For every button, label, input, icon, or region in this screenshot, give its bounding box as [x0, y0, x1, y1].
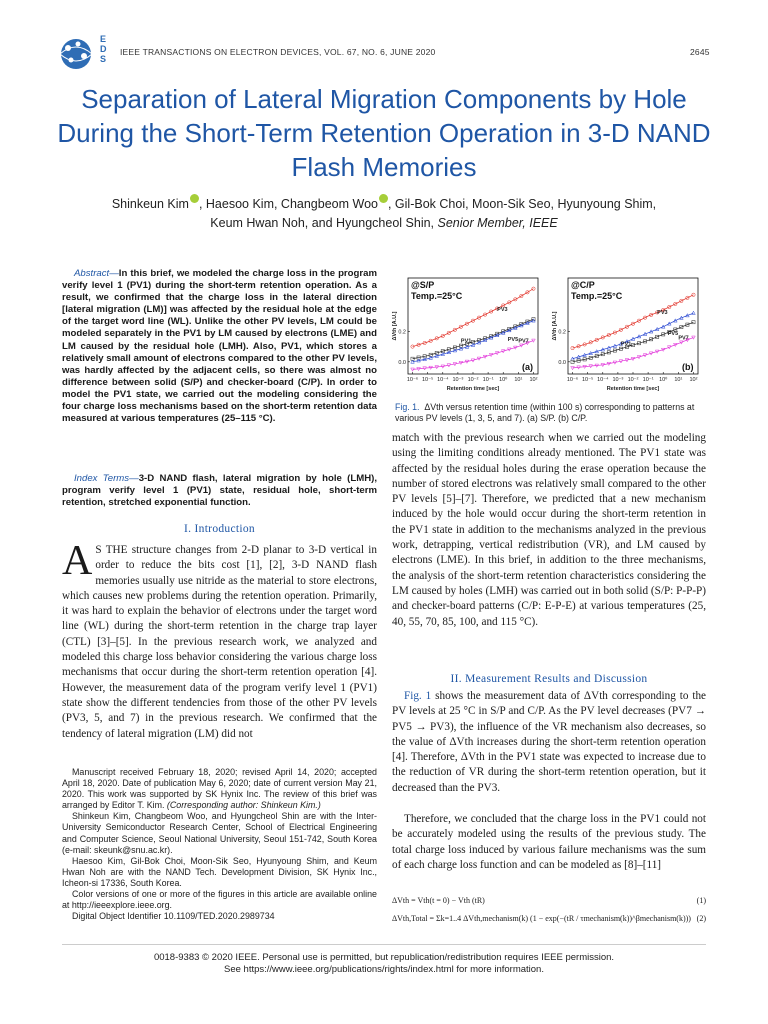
- orcid-icon[interactable]: [190, 194, 199, 203]
- y-axis-label: ΔVth [A.U.]: [552, 311, 558, 341]
- x-tick-label: 10⁻⁴: [437, 377, 449, 383]
- x-axis-label: Retention time [sec]: [446, 386, 500, 392]
- orcid-icon[interactable]: [379, 194, 388, 203]
- x-tick-label: 10⁻⁵: [421, 377, 434, 383]
- panel-title: @S/P: [411, 280, 435, 290]
- y-tick-label: 0.0: [558, 359, 566, 366]
- panel-title: @C/P: [571, 280, 595, 290]
- x-tick-label: 10⁻⁶: [406, 377, 419, 383]
- x-tick-label: 10²: [689, 377, 698, 383]
- section-2-para-2: Therefore, we concluded that the charge loss in the PV1 could not be accurately modeled using the results of the previous study. The total charge loss induced by various failure mechanisms was the sum of each charge loss function and can be modeled as [8]–[11]: [392, 813, 706, 871]
- x-tick-label: 10⁻⁵: [581, 377, 594, 383]
- series-label-pv5: PV5: [507, 336, 519, 343]
- figure-1: [390, 270, 708, 400]
- x-tick-label: 10⁻³: [452, 377, 464, 383]
- series-label-pv1: PV1: [460, 338, 472, 345]
- x-tick-label: 10⁰: [499, 377, 508, 383]
- panel-temperature: Temp.=25°C: [411, 291, 463, 301]
- x-tick-label: 10⁻⁶: [566, 377, 579, 383]
- figure-1-charts: [390, 270, 708, 400]
- panel-tag: (b): [682, 362, 694, 372]
- series-label-pv3: PV3: [497, 307, 508, 314]
- index-terms: Index Terms—3-D NAND flash, lateral migration by hole (LMH), program verify level 1 (PV1) state, residual hole, short-term retention, stretched exponential function.: [62, 473, 377, 509]
- panel-tag: (a): [522, 362, 533, 372]
- x-tick-label: 10⁻²: [627, 377, 639, 383]
- x-tick-label: 10⁻¹: [482, 377, 494, 383]
- x-tick-label: 10²: [529, 377, 538, 383]
- section-1-heading: I. Introduction: [184, 523, 255, 535]
- dropcap: A: [62, 538, 93, 584]
- authors-line-2: Keum Hwan Noh, and Hyungcheol Shin, Senior Member, IEEE: [210, 216, 558, 231]
- eds-logo-text: E D S: [100, 34, 107, 64]
- author-list: [40, 194, 728, 233]
- footer-rule: [62, 944, 706, 945]
- x-axis-label: Retention time [sec]: [606, 386, 660, 392]
- x-tick-label: 10¹: [674, 377, 683, 383]
- journal-header: IEEE TRANSACTIONS ON ELECTRON DEVICES, VOL. 67, NO. 6, JUNE 2020: [120, 47, 436, 57]
- figure-1-caption: Fig. 1. ΔVth versus retention time (within 100 s) corresponding to patterns at various PV levels (1, 3, 5, and 7). (a) S/P. (b) C/P.: [395, 402, 695, 423]
- x-tick-label: 10⁰: [659, 377, 668, 383]
- series-label-pv1: PV1: [620, 341, 632, 348]
- section-1-body: A S THE structure changes from 2-D planar to 3-D vertical in order to reduce the bits cost [1], [2], 3-D NAND flash memories usually use nitride as the material to store electrons, which causes new problems during the retention operation. Primarily, it was hard to explain the behavior of electrons under the target word line (WL) during the short-term retention in the charge trap layer (CTL) [3]–[5]. In the previous research work, we analyzed and modeled this charge loss behavior considering the various charge loss mechanisms that occur during the short-term retention operation [4]. However, the measurement data of the program verify level 1 (PV1) state show the different tendencies from those of the other PV levels (PV3, 5, and 7) in the previous research. We confirmed that the tendency of lateral migration (LM) did not: [62, 538, 377, 740]
- footnote: Manuscript received February 18, 2020; revised April 14, 2020; accepted April 18, 2020. Date of publication May 6, 2020; date of current version May 21, 2020. This work was supported by SK Hynix Inc. The review of this brief was arranged by Editor T. Kim. (Corresponding author: Shinkeun Kim.) Shinkeun Kim, Changbeom Woo, and Hyungcheol Shin are with the Inter-University Semiconductor Research Center, School of Electrical Engineering and Computer Science, Seoul National University, Seoul 151-742, South Korea (e-mail: skeunk@snu.ac.kr). Haesoo Kim, Gil-Bok Choi, Moon-Sik Seo, Hyunyoung Shim, and Keum Hwan Noh are with the NAND Tech. Development Division, SK Hynix Inc., Icheon-si 17336, South Korea. Color versions of one or more of the figures in this article are available online at http://ieeexplore.ieee.org. Digital Object Identifier 10.1109/TED.2020.2989734: [62, 767, 377, 922]
- section-2-heading: II. Measurement Results and Discussion: [450, 673, 648, 685]
- right-column-intro: match with the previous research when we carried out the modeling using the limiting conditions already mentioned. The PV1 state was affected by the residual holes during the erase operation because the number of stored electrons was relatively small compared to the other PV levels [5]–[7]. Therefore, we predicted that a new mechanism induced by the hole would occur during the short-term retention in the PV1 state in addition to the mechanisms analyzed in the previous work, detrapping, vertical redistribution (VR), and LM caused by electrons (LME). In this brief, in addition to the three mechanisms, the analysis of the short-term retention characteristics considering the LM caused by holes (LMH) was carried out in both solid (S/P: P-P-P) and checker-board patterns (C/P: E-P-E) at various temperatures (25, 40, 55, 70, 85, 100, and 115 °C).: [392, 432, 706, 628]
- equation-2: ΔVth,Total = Σk=1..4 ΔVth,mechanism(k) (1 − exp(−(tR / τmechanism(k))^βmechanism(k))) (2): [392, 914, 706, 923]
- x-tick-label: 10⁻³: [612, 377, 624, 383]
- y-tick-label: 0.2: [558, 329, 566, 336]
- y-tick-label: 0.0: [398, 359, 406, 366]
- y-tick-label: 0.2: [398, 329, 406, 336]
- section-2-para-1: Fig. 1 shows the measurement data of ΔVth corresponding to the PV levels at 25 °C in S/P and C/P. As the PV level decreases (PV7 → PV5 → PV3), the influence of the VR mechanism also decreases, so the value of ΔVth increases during the short-term retention operation [4]. Therefore, ΔVth in the PV1 state was expected to increase due to the reduction of VR during the short-term retention operation, but it decreased than the PV3.: [392, 690, 706, 794]
- x-tick-label: 10⁻¹: [642, 377, 654, 383]
- abstract: Abstract—In this brief, we modeled the charge loss in the program verify level 1 (PV1) during the short-term retention operation. As a result, we confirmed that the charge loss in the lateral direction [lateral migration (LM)] was affected by the residual hole at the edge of the target word line (WL). Unlike the other PV levels, LM could be modeled separately in the PV1 by LM caused by electrons (LME) and LM caused by the residual hole (LMH). Also, PV1, which stores a relatively small amount of electrons compared to the other PV levels, was hardly affected by the adjacent cells, so there was almost no difference between solid (S/P) and checker-board (C/P). In order to model the PV1 state, we carried out the modeling considering the four charge loss mechanisms based on the short-term retention data measured at various temperatures (25–115 °C).: [62, 268, 377, 425]
- y-axis-label: ΔVth [A.U.]: [392, 311, 398, 341]
- x-tick-label: 10⁻⁴: [597, 377, 609, 383]
- equation-1: ΔVth = Vth(t = 0) − Vth (tR) (1): [392, 896, 706, 905]
- series-label-pv7: PV7: [678, 335, 689, 342]
- fig-1-link[interactable]: Fig. 1: [404, 690, 432, 702]
- x-tick-label: 10⁻²: [467, 377, 479, 383]
- series-label-pv7: PV7: [518, 338, 529, 345]
- page-number: 2645: [690, 47, 710, 57]
- x-tick-label: 10¹: [514, 377, 523, 383]
- series-label-pv3: PV3: [657, 310, 668, 317]
- series-label-pv5: PV5: [667, 330, 679, 337]
- paper-title: Separation of Lateral Migration Components by Hole During the Short-Term Retention Operation in 3-D NAND Flash Memories: [57, 84, 711, 182]
- footer: 0018-9383 © 2020 IEEE. Personal use is permitted, but republication/redistribution requires IEEE permission. See https://www.ieee.org/publications/rights/index.html for more information.: [153, 952, 615, 975]
- authors-line-1: Shinkeun Kim , Haesoo Kim, Changbeom Woo , Gil-Bok Choi, Moon-Sik Seo, Hyunyoung Shim,: [40, 194, 728, 214]
- panel-temperature: Temp.=25°C: [571, 291, 623, 301]
